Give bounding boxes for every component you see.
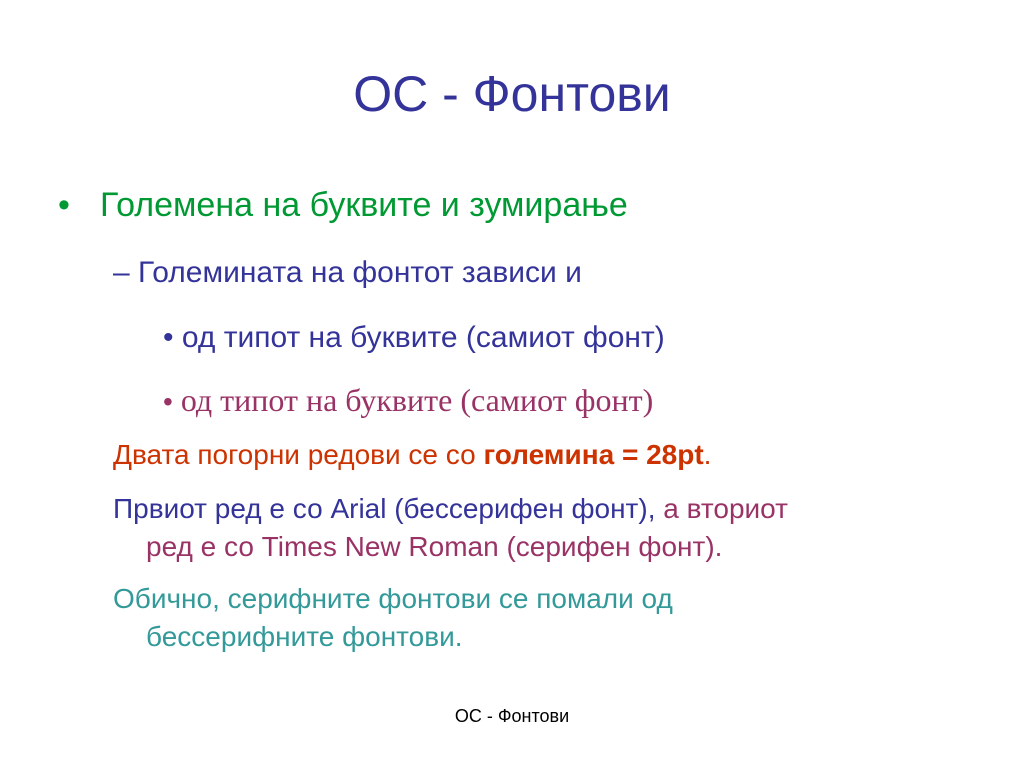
bullet-level1	[58, 183, 628, 227]
paragraph-serif-note-line1: Обично, серифните фонтови се помали од	[113, 583, 673, 614]
paragraph-font-size-bold: големина = 28pt	[483, 439, 704, 470]
paragraph-font-types-second-a: а вториот	[663, 493, 788, 524]
bullet-level2: – Големината на фонтот зависи и	[113, 256, 582, 289]
bullet-level3-times-text: од типот на буквите (самиот фонт)	[180, 382, 654, 418]
paragraph-serif-note	[113, 580, 963, 656]
paragraph-font-types-second-b: ред е со Times New Roman (серифен фонт).	[146, 531, 723, 562]
slide-footer: ОС - Фонтови	[454, 706, 570, 726]
paragraph-font-types	[113, 490, 963, 566]
paragraph-serif-note-line2: бессерифните фонтови.	[146, 621, 463, 652]
bullet-level1-text: Големена на буквите и зумирање	[100, 186, 628, 224]
bullet-level3-arial: • од типот на буквите (самиот фонт)	[163, 321, 665, 354]
paragraph-font-types-first: Првиот ред е со Arial (бессерифен фонт),	[113, 493, 664, 524]
bullet-dot: •	[163, 386, 173, 417]
bullet-level3-times	[163, 378, 653, 424]
paragraph-font-size-pre: Двата погорни редови се со	[113, 439, 484, 470]
slide-title: ОС - Фонтови	[353, 66, 671, 122]
bullet-dot: •	[58, 186, 70, 224]
paragraph-font-size-post: .	[703, 439, 712, 470]
paragraph-font-size	[113, 436, 963, 474]
